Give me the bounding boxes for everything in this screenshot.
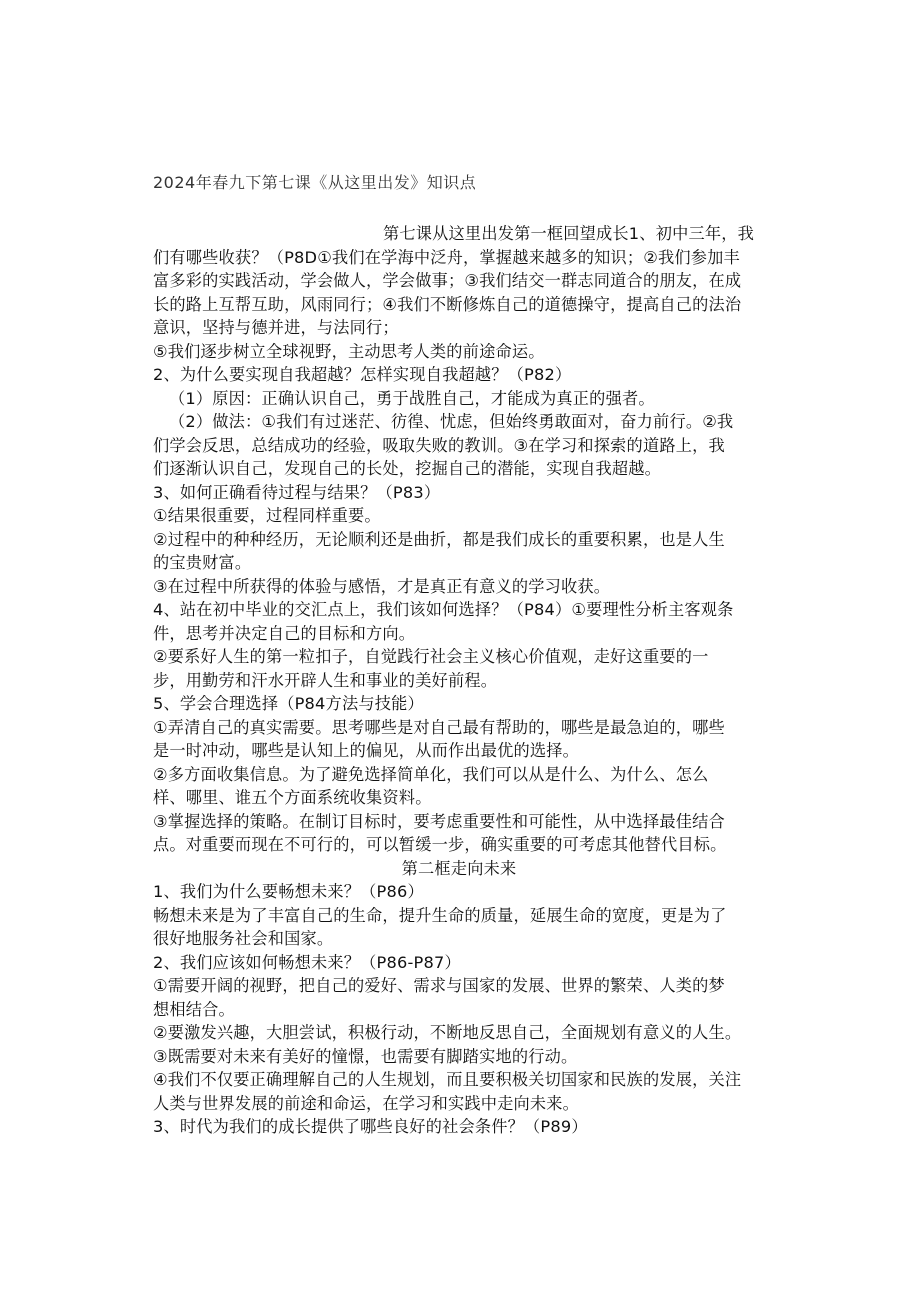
text-line: ③在过程中所获得的体验与感悟，才是真正有意义的学习收获。 xyxy=(153,576,611,596)
text-line: （2）做法：①我们有过迷茫、彷徨、忧虑，但始终勇敢面对，奋力前行。②我 xyxy=(169,412,734,431)
text-line: 2、为什么要实现自我超越？怎样实现自我超越？（P82） xyxy=(153,365,572,384)
text-line: ②多方面收集信息。为了避免选择简单化，我们可以从是什么、为什么、怎么 xyxy=(153,764,709,784)
text-line: 步，用勤劳和汗水开辟人生和事业的美好前程。 xyxy=(153,670,498,690)
text-line: 们有哪些收获？（P8D①我们在学海中泛舟，掌握越来越多的知识；②我们参加丰 xyxy=(153,247,740,267)
document-body xyxy=(153,222,765,1139)
text-line: 们学会反思，总结成功的经验，吸取失败的教训。③在学习和探索的道路上，我 xyxy=(153,435,725,455)
text-line: ③既需要对未来有美好的憧憬，也需要有脚踏实地的行动。 xyxy=(153,1046,578,1066)
text-line: （1）原因：正确认识自己，勇于战胜自己，才能成为真正的强者。 xyxy=(169,388,655,408)
text-line: 2、我们应该如何畅想未来？（P86-P87） xyxy=(153,952,461,972)
text-line: ②过程中的种种经历，无论顺利还是曲折，都是我们成长的重要积累，也是人生 xyxy=(153,529,725,549)
text-line: 人类与世界发展的前途和命运，在学习和实践中走向未来。 xyxy=(153,1093,580,1113)
text-line: ⑤我们逐步树立全球视野，主动思考人类的前途命运。 xyxy=(153,341,545,361)
text-line: 们逐渐认识自己，发现自己的长处，挖掘自己的潜能，实现自我超越。 xyxy=(153,459,662,478)
text-line: 点。对重要而现在不可行的，可以暂缓一步，确实重要的可考虑其他替代目标。 xyxy=(153,835,727,854)
text-line: ②要激发兴趣，大胆尝试，积极行动，不断地反思自己，全面规划有意义的人生。 xyxy=(153,1023,742,1042)
text-line: 第七课从这里出发第一框回望成长1、初中三年，我 xyxy=(383,224,755,243)
document-title: 2024年春九下第七课《从这里出发》知识点 xyxy=(153,173,477,192)
text-line: ③掌握选择的策略。在制订目标时，要考虑重要性和可能性，从中选择最佳结合 xyxy=(153,811,725,831)
text-line: 富多彩的实践活动，学会做人，学会做事；③我们结交一群志同道合的朋友，在成 xyxy=(153,271,742,290)
text-line: 是一时冲动，哪些是认知上的偏见，从而作出最优的选择。 xyxy=(153,741,580,760)
text-line: 意识，坚持与德并进，与法同行； xyxy=(153,318,399,337)
text-line: ①需要开阔的视野，把自己的爱好、需求与国家的发展、世界的繁荣、人类的梦 xyxy=(153,976,725,995)
text-line: 4、站在初中毕业的交汇点上，我们该如何选择？（P84）①要理性分析主客观条 xyxy=(153,600,734,619)
text-line: 很好地服务社会和国家。 xyxy=(153,929,334,948)
text-line: 1、我们为什么要畅想未来？（P86） xyxy=(153,882,424,901)
text-line: 样、哪里、谁五个方面系统收集资料。 xyxy=(153,788,432,807)
text-line: ②要系好人生的第一粒扣子，自觉践行社会主义核心价值观，走好这重要的一 xyxy=(153,647,709,666)
text-line: 3、时代为我们的成长提供了哪些良好的社会条件？（P89） xyxy=(153,1117,588,1136)
text-line: 第二框走向未来 xyxy=(401,858,517,878)
text-line: 畅想未来是为了丰富自己的生命，提升生命的质量，延展生命的宽度，更是为了 xyxy=(153,905,727,925)
text-line: 长的路上互帮互助，风雨同行；④我们不断修炼自己的道德操守，提高自己的法治 xyxy=(153,294,742,314)
text-line: 的宝贵财富。 xyxy=(153,553,252,572)
text-line: ④我们不仅要正确理解自己的人生规划，而且要积极关切国家和民族的发展，关注 xyxy=(153,1070,742,1089)
text-line: 想相结合。 xyxy=(153,999,235,1019)
text-line: 件，思考并决定自己的目标和方向。 xyxy=(153,623,416,643)
text-line: 3、如何正确看待过程与结果？（P83） xyxy=(153,482,441,502)
text-line: ①弄清自己的真实需要。思考哪些是对自己最有帮助的，哪些是最急迫的，哪些 xyxy=(153,717,725,737)
text-line: ①结果很重要，过程同样重要。 xyxy=(153,506,381,525)
text-line: 5、学会合理选择（P84方法与技能） xyxy=(153,694,424,713)
